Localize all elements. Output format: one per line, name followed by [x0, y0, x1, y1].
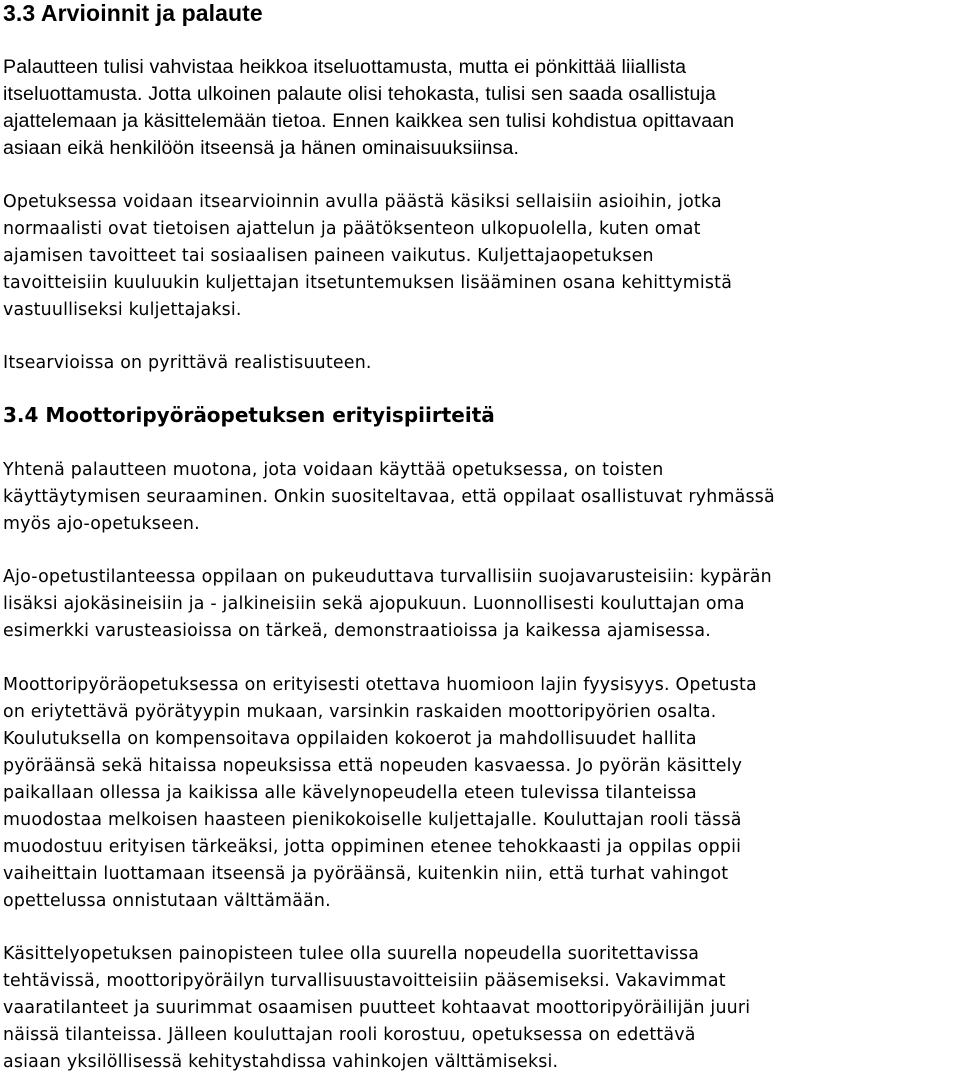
text-line: esimerkki varusteasioissa on tärkeä, demonstraatioissa ja kaikessa ajamisessa.: [3, 621, 712, 641]
section-heading: 3.4 Moottoripyöräopetuksen erityispiirteitä: [3, 403, 495, 427]
text-line: tavoitteisiin kuuluukin kuljettajan itsetuntemuksen lisääminen osana kehittymistä: [3, 273, 733, 293]
text-line: näissä tilanteissa. Jälleen kouluttajan rooli korostuu, opetuksessa on edettävä: [3, 1025, 696, 1045]
paragraph: [3, 457, 775, 538]
text-line: ajattelemaan ja käsittelemään tietoa. Ennen kaikkea sen tulisi kohdistua opittavaan: [3, 110, 735, 132]
paragraph: [3, 941, 750, 1076]
text-line: muodostaa melkoisen haasteen pienikokoiselle kuljettajalle. Kouluttajan rooli tässä: [3, 810, 742, 830]
text-line: asiaan yksilöllisessä kehitystahdissa vahinkojen välttämiseksi.: [3, 1052, 559, 1072]
text-line: vastuulliseksi kuljettajaksi.: [3, 300, 242, 320]
text-line: Palautteen tulisi vahvistaa heikkoa itseluottamusta, mutta ei pönkittää liiallista: [3, 56, 687, 78]
text-line: vaaratilanteet ja suurimmat osaamisen puutteet kohtaavat moottoripyöräilijän juuri: [3, 998, 751, 1018]
text-line: käyttäytymisen seuraaminen. Onkin suositeltavaa, että oppilaat osallistuvat ryhmässä: [3, 487, 775, 507]
text-line: Moottoripyöräopetuksessa on erityisesti otettava huomioon lajin fyysisyys. Opetusta: [3, 675, 757, 695]
paragraph: [3, 189, 732, 324]
text-line: Itsearvioissa on pyrittävä realistisuuteen.: [3, 353, 372, 373]
section-heading: 3.3 Arvioinnit ja palaute: [3, 0, 263, 26]
text-line: Opetuksessa voidaan itsearvioinnin avulla päästä käsiksi sellaisiin asioihin, jotka: [3, 192, 722, 212]
text-line: Koulutuksella on kompensoitava oppilaiden kokoerot ja mahdollisuudet hallita: [3, 729, 697, 749]
text-line: normaalisti ovat tietoisen ajattelun ja päätöksenteon ulkopuolella, kuten omat: [3, 219, 701, 239]
text-line: paikallaan ollessa ja kaikissa alle kävelynopeudella eteen tulevissa tilanteissa: [3, 783, 697, 803]
text-line: Ajo-opetustilanteessa oppilaan on pukeuduttava turvallisiin suojavarusteisiin: kypärän: [3, 567, 772, 587]
text-line: on eriytettävä pyörätyypin mukaan, varsinkin raskaiden moottoripyörien osalta.: [3, 702, 717, 722]
text-line: vaiheittain luottamaan itseensä ja pyöräänsä, kuitenkin niin, että turhat vahingot: [3, 864, 729, 884]
text-line: asiaan eikä henkilöön itseensä ja hänen ominaisuuksiinsa.: [3, 137, 520, 159]
paragraph: [3, 564, 772, 645]
paragraph: [3, 54, 734, 162]
text-line: opettelussa onnistutaan välttämään.: [3, 891, 331, 911]
text-line: itseluottamusta. Jotta ulkoinen palaute olisi tehokasta, tulisi sen saada osallistuja: [3, 83, 717, 105]
text-line: tehtävissä, moottoripyöräilyn turvallisuustavoitteisiin pääsemiseksi. Vakavimmat: [3, 971, 726, 991]
text-line: ajamisen tavoitteet tai sosiaalisen paineen vaikutus. Kuljettajaopetuksen: [3, 246, 654, 266]
text-line: pyöräänsä sekä hitaissa nopeuksissa että nopeuden kasvaessa. Jo pyörän käsittely: [3, 756, 743, 776]
text-line: myös ajo-opetukseen.: [3, 514, 200, 534]
paragraph: [3, 672, 757, 915]
text-line: Käsittelyopetuksen painopisteen tulee olla suurella nopeudella suoritettavissa: [3, 944, 700, 964]
text-line: muodostuu erityisen tärkeäksi, jotta oppiminen etenee tehokkaasti ja oppilas oppii: [3, 837, 742, 857]
text-line: lisäksi ajokäsineisiin ja - jalkineisiin sekä ajopukuun. Luonnollisesti kouluttajan oma: [3, 594, 745, 614]
paragraph: [3, 350, 372, 377]
text-line: Yhtenä palautteen muotona, jota voidaan käyttää opetuksessa, on toisten: [3, 460, 664, 480]
